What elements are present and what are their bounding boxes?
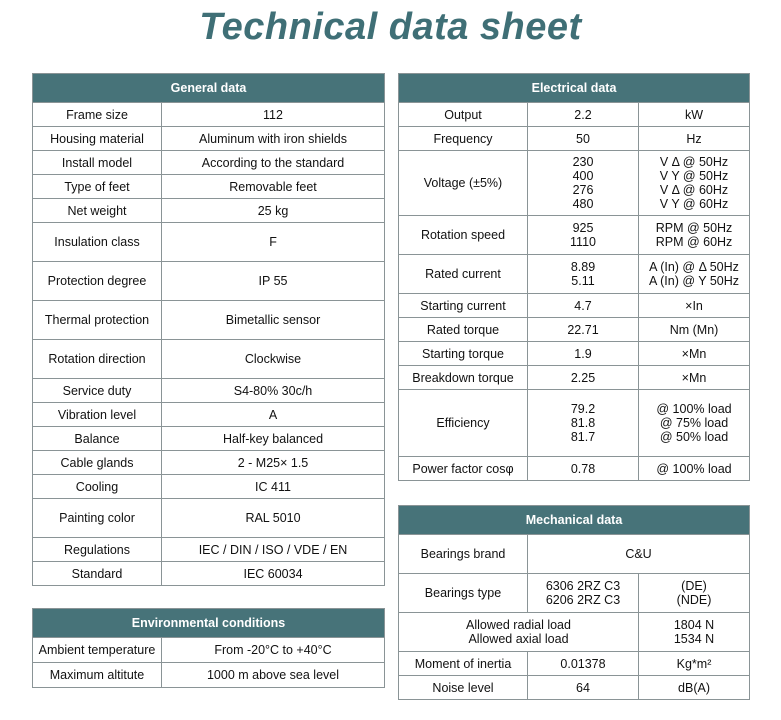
- row-label: Rotation direction: [33, 340, 162, 379]
- rotation-speed-values: [528, 216, 639, 255]
- table-row: [399, 676, 750, 700]
- rated-current-label: Rated current: [399, 255, 528, 294]
- power-factor-unit: @ 100% load: [639, 457, 750, 481]
- general-data-table: [32, 73, 385, 586]
- rotation-speed-units: [639, 216, 750, 255]
- rated-current-unit: A (In) @ Y 50Hz: [648, 274, 740, 288]
- table-row: [399, 318, 750, 342]
- loads-values: [639, 613, 750, 652]
- rated-current-unit: A (In) @ Δ 50Hz: [649, 260, 739, 274]
- rotation-speed-label: Rotation speed: [399, 216, 528, 255]
- noise-value: 64: [528, 676, 639, 700]
- bearings-type-value: 6306 2RZ C3: [545, 579, 621, 593]
- environmental-table: [32, 608, 385, 688]
- bearings-type-unit: (DE): [681, 579, 707, 593]
- bearings-type-value: 6206 2RZ C3: [545, 593, 621, 607]
- row-label: Housing material: [33, 127, 162, 151]
- row-value: Half-key balanced: [162, 427, 385, 451]
- rotation-speed-unit: RPM @ 50Hz: [655, 221, 733, 235]
- voltage-value: 276: [572, 183, 594, 197]
- rated-torque-label: Rated torque: [399, 318, 528, 342]
- table-row: [399, 613, 750, 652]
- inertia-value: 0.01378: [528, 652, 639, 676]
- row-value: Bimetallic sensor: [162, 301, 385, 340]
- row-label: Balance: [33, 427, 162, 451]
- voltage-unit: V Y @ 60Hz: [659, 197, 729, 211]
- table-row: [33, 127, 385, 151]
- efficiency-unit: @ 100% load: [656, 402, 732, 416]
- row-label: Standard: [33, 562, 162, 586]
- efficiency-value: 79.2: [570, 402, 596, 416]
- rated-torque-value: 22.71: [528, 318, 639, 342]
- voltage-unit: V Y @ 50Hz: [659, 169, 729, 183]
- row-value: Removable feet: [162, 175, 385, 199]
- row-label: Frame size: [33, 103, 162, 127]
- row-value: RAL 5010: [162, 499, 385, 538]
- table-row: [33, 663, 385, 688]
- voltage-value: 230: [572, 155, 594, 169]
- table-row: [33, 562, 385, 586]
- table-row: [33, 223, 385, 262]
- table-row: [33, 475, 385, 499]
- table-row: [33, 499, 385, 538]
- table-row: [399, 127, 750, 151]
- efficiency-unit: @ 75% load: [659, 416, 729, 430]
- table-row: [33, 451, 385, 475]
- table-row: [33, 638, 385, 663]
- efficiency-units: [639, 390, 750, 457]
- voltage-unit: V Δ @ 50Hz: [659, 155, 729, 169]
- table-row: [33, 403, 385, 427]
- table-row: [399, 342, 750, 366]
- table-row: [33, 175, 385, 199]
- table-row: [399, 366, 750, 390]
- table-row: [33, 427, 385, 451]
- rated-current-units: [639, 255, 750, 294]
- axial-load-label: Allowed axial load: [468, 632, 569, 646]
- row-label: Service duty: [33, 379, 162, 403]
- output-label: Output: [399, 103, 528, 127]
- starting-current-value: 4.7: [528, 294, 639, 318]
- inertia-unit: Kg*m²: [639, 652, 750, 676]
- rotation-speed-value: 1110: [570, 235, 596, 249]
- row-value: 112: [162, 103, 385, 127]
- rotation-speed-value: 925: [572, 221, 594, 235]
- power-factor-value: 0.78: [528, 457, 639, 481]
- row-value: From -20°C to +40°C: [162, 638, 385, 663]
- row-value: Aluminum with iron shields: [162, 127, 385, 151]
- row-value: IEC / DIN / ISO / VDE / EN: [162, 538, 385, 562]
- table-row: [33, 151, 385, 175]
- bearings-type-label: Bearings type: [399, 574, 528, 613]
- rated-torque-unit: Nm (Mn): [639, 318, 750, 342]
- row-value: 25 kg: [162, 199, 385, 223]
- efficiency-value: 81.8: [570, 416, 596, 430]
- bearings-type-units: [639, 574, 750, 613]
- bearings-brand-value: C&U: [528, 535, 750, 574]
- output-unit: kW: [639, 103, 750, 127]
- noise-label: Noise level: [399, 676, 528, 700]
- row-value: F: [162, 223, 385, 262]
- row-value: According to the standard: [162, 151, 385, 175]
- electrical-data-header: Electrical data: [399, 74, 750, 103]
- voltage-units: [639, 151, 750, 216]
- row-label: Vibration level: [33, 403, 162, 427]
- row-label: Insulation class: [33, 223, 162, 262]
- rated-current-value: 8.89: [570, 260, 596, 274]
- row-label: Cable glands: [33, 451, 162, 475]
- output-value: 2.2: [528, 103, 639, 127]
- row-label: Thermal protection: [33, 301, 162, 340]
- starting-current-label: Starting current: [399, 294, 528, 318]
- bearings-brand-label: Bearings brand: [399, 535, 528, 574]
- row-label: Regulations: [33, 538, 162, 562]
- table-row: [399, 151, 750, 216]
- table-row: [399, 216, 750, 255]
- efficiency-unit: @ 50% load: [659, 430, 729, 444]
- table-row: [33, 538, 385, 562]
- row-label: Install model: [33, 151, 162, 175]
- power-factor-label: Power factor cosφ: [399, 457, 528, 481]
- radial-load-label: Allowed radial load: [466, 618, 571, 632]
- row-value: IEC 60034: [162, 562, 385, 586]
- mechanical-data-table: [398, 505, 750, 700]
- row-label: Type of feet: [33, 175, 162, 199]
- table-row: [399, 294, 750, 318]
- voltage-unit: V Δ @ 60Hz: [659, 183, 729, 197]
- voltage-values: [528, 151, 639, 216]
- bearings-type-unit: (NDE): [676, 593, 712, 607]
- starting-current-unit: ×In: [639, 294, 750, 318]
- electrical-data-table: [398, 73, 750, 481]
- table-row: [33, 340, 385, 379]
- bearings-type-values: [528, 574, 639, 613]
- breakdown-torque-unit: ×Mn: [639, 366, 750, 390]
- efficiency-values: [528, 390, 639, 457]
- voltage-value: 400: [572, 169, 594, 183]
- rated-current-values: [528, 255, 639, 294]
- row-value: 1000 m above sea level: [162, 663, 385, 688]
- row-label: Ambient temperature: [33, 638, 162, 663]
- row-value: IC 411: [162, 475, 385, 499]
- table-row: [33, 199, 385, 223]
- loads-labels: [399, 613, 639, 652]
- row-label: Painting color: [33, 499, 162, 538]
- table-row: [399, 255, 750, 294]
- noise-unit: dB(A): [639, 676, 750, 700]
- page-title: Technical data sheet: [199, 6, 582, 48]
- row-value: Clockwise: [162, 340, 385, 379]
- row-label: Maximum altitute: [33, 663, 162, 688]
- table-row: [33, 379, 385, 403]
- row-value: A: [162, 403, 385, 427]
- row-label: Net weight: [33, 199, 162, 223]
- frequency-value: 50: [528, 127, 639, 151]
- voltage-label: Voltage (±5%): [399, 151, 528, 216]
- row-value: 2 - M25× 1.5: [162, 451, 385, 475]
- efficiency-value: 81.7: [570, 430, 596, 444]
- table-row: [33, 103, 385, 127]
- row-value: IP 55: [162, 262, 385, 301]
- row-label: Protection degree: [33, 262, 162, 301]
- table-row: [399, 574, 750, 613]
- axial-load-value: 1534 N: [673, 632, 715, 646]
- breakdown-torque-value: 2.25: [528, 366, 639, 390]
- rated-current-value: 5.11: [571, 274, 595, 288]
- table-row: [33, 301, 385, 340]
- table-row: [399, 103, 750, 127]
- radial-load-value: 1804 N: [673, 618, 715, 632]
- rotation-speed-unit: RPM @ 60Hz: [655, 235, 733, 249]
- general-data-header: General data: [33, 74, 385, 103]
- starting-torque-unit: ×Mn: [639, 342, 750, 366]
- environmental-header: Environmental conditions: [33, 609, 385, 638]
- table-row: [399, 652, 750, 676]
- table-row: [399, 457, 750, 481]
- frequency-label: Frequency: [399, 127, 528, 151]
- table-row: [399, 390, 750, 457]
- table-row: [399, 535, 750, 574]
- starting-torque-value: 1.9: [528, 342, 639, 366]
- frequency-unit: Hz: [639, 127, 750, 151]
- voltage-value: 480: [572, 197, 594, 211]
- efficiency-label: Efficiency: [399, 390, 528, 457]
- table-row: [33, 262, 385, 301]
- starting-torque-label: Starting torque: [399, 342, 528, 366]
- mechanical-data-header: Mechanical data: [399, 506, 750, 535]
- row-value: S4-80% 30c/h: [162, 379, 385, 403]
- row-label: Cooling: [33, 475, 162, 499]
- breakdown-torque-label: Breakdown torque: [399, 366, 528, 390]
- inertia-label: Moment of inertia: [399, 652, 528, 676]
